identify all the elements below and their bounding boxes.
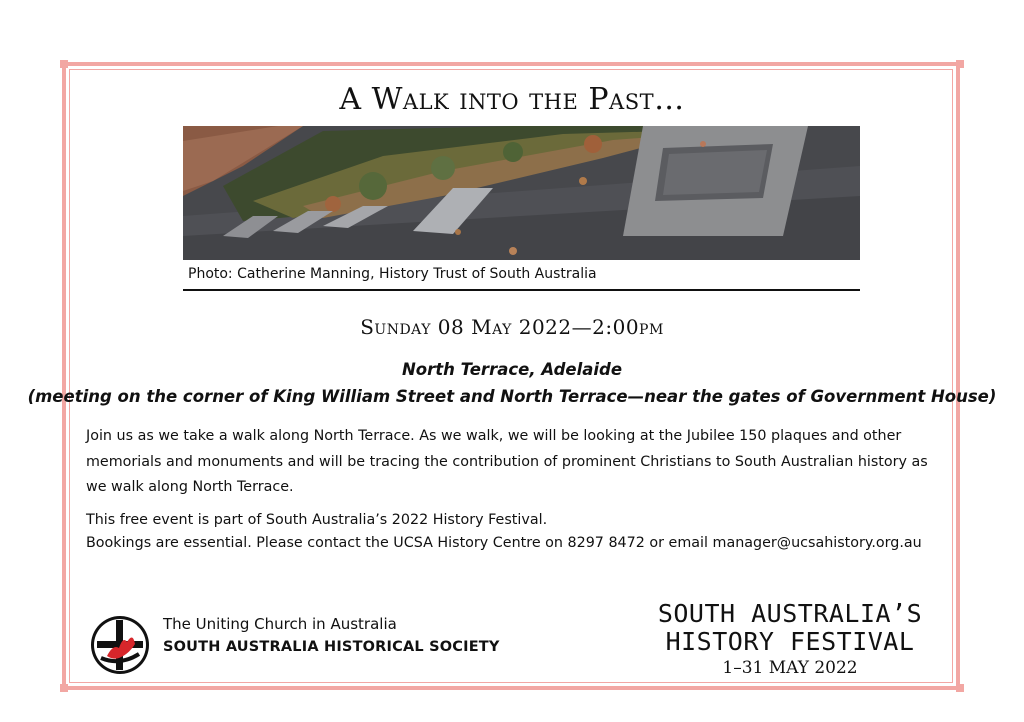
corner-ornament-bottom-left xyxy=(60,684,68,692)
caption-divider xyxy=(183,289,860,291)
flyer-title: A Walk into the Past… xyxy=(339,82,685,117)
header-photo xyxy=(183,126,860,260)
event-date: Sunday 08 May 2022—2:00pm xyxy=(360,315,664,339)
festival-line-2: HISTORY FESTIVAL xyxy=(665,627,915,656)
event-meeting-point: (meeting on the corner of King William Street and North Terrace—near the gates of Government House) xyxy=(27,387,997,406)
festival-note: This free event is part of South Australia’s 2022 History Festival. xyxy=(86,511,548,528)
booking-info: Bookings are essential. Please contact the UCSA History Centre on 8297 8472 or email manager@ucsahistory.org.au xyxy=(86,534,922,551)
photo-caption: Photo: Catherine Manning, History Trust of South Australia xyxy=(188,266,597,282)
event-description xyxy=(86,424,946,555)
festival-dates: 1–31 MAY 2022 xyxy=(722,658,858,678)
org-name: The Uniting Church in Australia xyxy=(163,615,397,633)
description-paragraph: Join us as we take a walk along North Terrace. As we walk, we will be looking at the Jubilee 150 plaques and other memorials and monuments and will be tracing the contribution of prominent Christians to South Australian history as we walk along North Terrace. xyxy=(86,428,928,495)
corner-ornament-bottom-right xyxy=(956,684,964,692)
festival-line-1: SOUTH AUSTRALIA’S xyxy=(657,599,923,628)
history-festival-logo xyxy=(640,600,940,678)
society-name: SOUTH AUSTRALIA HISTORICAL SOCIETY xyxy=(163,639,500,655)
uniting-church-logo-icon xyxy=(89,614,151,676)
event-venue: North Terrace, Adelaide xyxy=(401,360,623,379)
corner-ornament-top-right xyxy=(956,60,964,68)
corner-ornament-top-left xyxy=(60,60,68,68)
